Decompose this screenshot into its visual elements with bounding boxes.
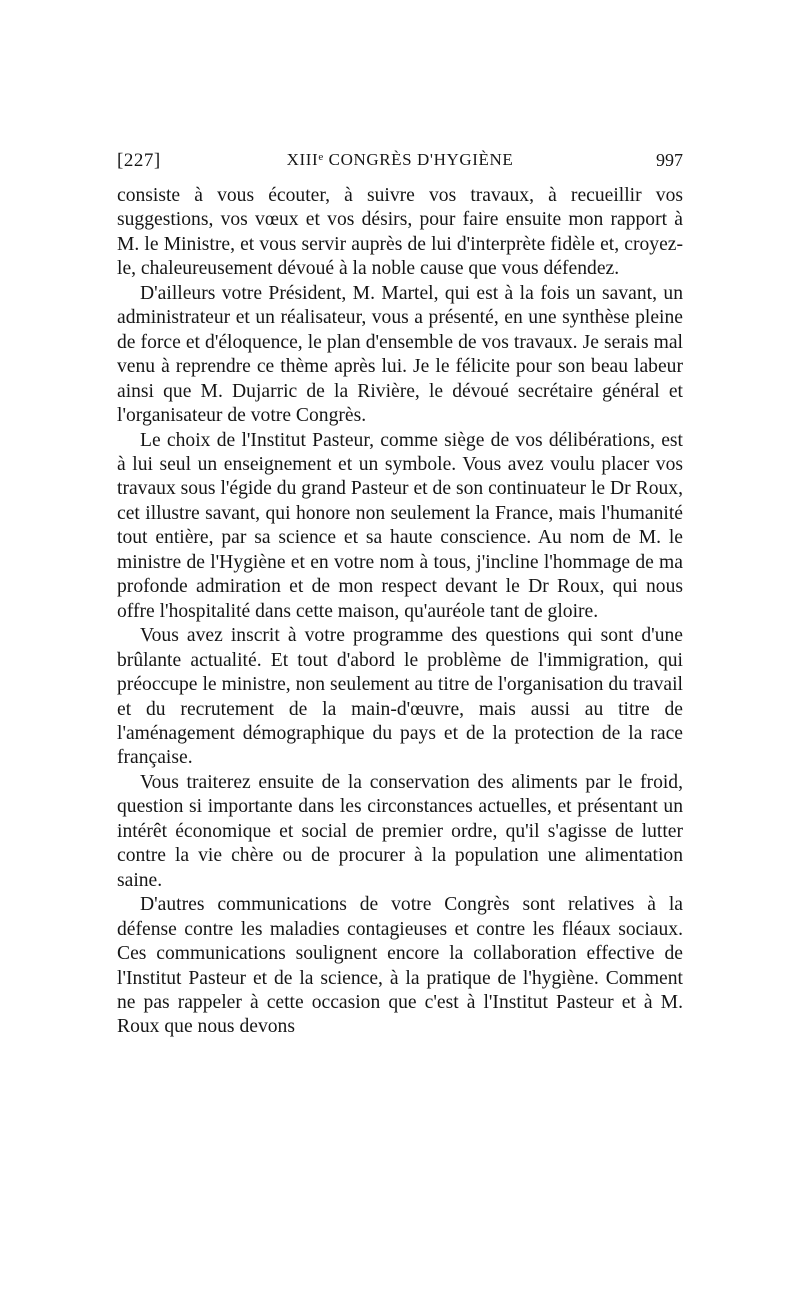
paragraph-continuation: consiste à vous écouter, à suivre vos travaux, à recueillir vos suggestions, vos vœux et vos désirs, pour faire ensuite mon rapport à M. le Ministre, et vous servir auprès de lui d'interprète fidèle et, croyez-le, chaleureusement dévoué à la noble cause que vous défendez.: [117, 185, 683, 280]
running-title-prefix: XIII: [286, 150, 319, 169]
running-title-superscript: e: [318, 151, 324, 163]
running-title: [117, 150, 683, 170]
paragraph-institut-pasteur: Le choix de l'Institut Pasteur, comme siège de vos délibérations, est à lui seul un enseignement et un symbole. Vous avez voulu placer vos travaux sous l'égide du grand Pasteur et de son continuateur le Dr Roux, cet illustre savant, qui honore non seulement la France, mais l'humanité tout entière, par sa science et sa haute conscience. Au nom de M. le ministre de l'Hygiène et en votre nom à tous, j'incline l'hommage de ma profonde admiration et de mon respect devant le Dr Roux, qui nous offre l'hospitalité dans cette maison, qu'auréole tant de gloire.: [117, 429, 683, 622]
paragraph-president: D'ailleurs votre Président, M. Martel, qui est à la fois un savant, un administrateur et un réalisateur, vous a présenté, en une synthèse pleine de force et d'éloquence, le plan d'ensemble de vos travaux. Je serais mal venu à reprendre ce thème après lui. Je le félicite pour son beau labeur ainsi que M. Dujarric de la Rivière, le dévoué secrétaire général et l'organisateur de votre Congrès.: [117, 282, 683, 427]
paragraph-communications: D'autres communications de votre Congrès sont relatives à la défense contre les maladies contagieuses et contre les fléaux sociaux. Ces communications soulignent encore la collaboration effective de l'Institut Pasteur et de la science, à la pratique de l'hygiène. Comment ne pas rappeler à cette occasion que c'est à l'Institut Pasteur et à M. Roux que nous devons: [117, 894, 683, 1038]
page-reference: [227]: [117, 150, 161, 171]
paragraph-conservation: Vous traiterez ensuite de la conservation des aliments par le froid, question si importante dans les circonstances actuelles, et présentant un intérêt économique et social de premier ordre, qu'il s'agisse de lutter contre la vie chère ou de procurer à la population une alimentation saine.: [117, 771, 683, 891]
running-head: [117, 150, 683, 174]
page-number: 997: [656, 150, 683, 170]
body-text: [117, 184, 683, 1040]
running-title-text: CONGRÈS D'HYGIÈNE: [323, 150, 514, 169]
paragraph-immigration: Vous avez inscrit à votre programme des questions qui sont d'une brûlante actualité. Et tout d'abord le problème de l'immigration, qui préoccupe le ministre, non seulement au titre de l'organisation du travail et du recrutement de la main-d'œuvre, mais aussi au titre de l'aménagement démographique du pays et de la protection de la race française.: [117, 625, 683, 769]
